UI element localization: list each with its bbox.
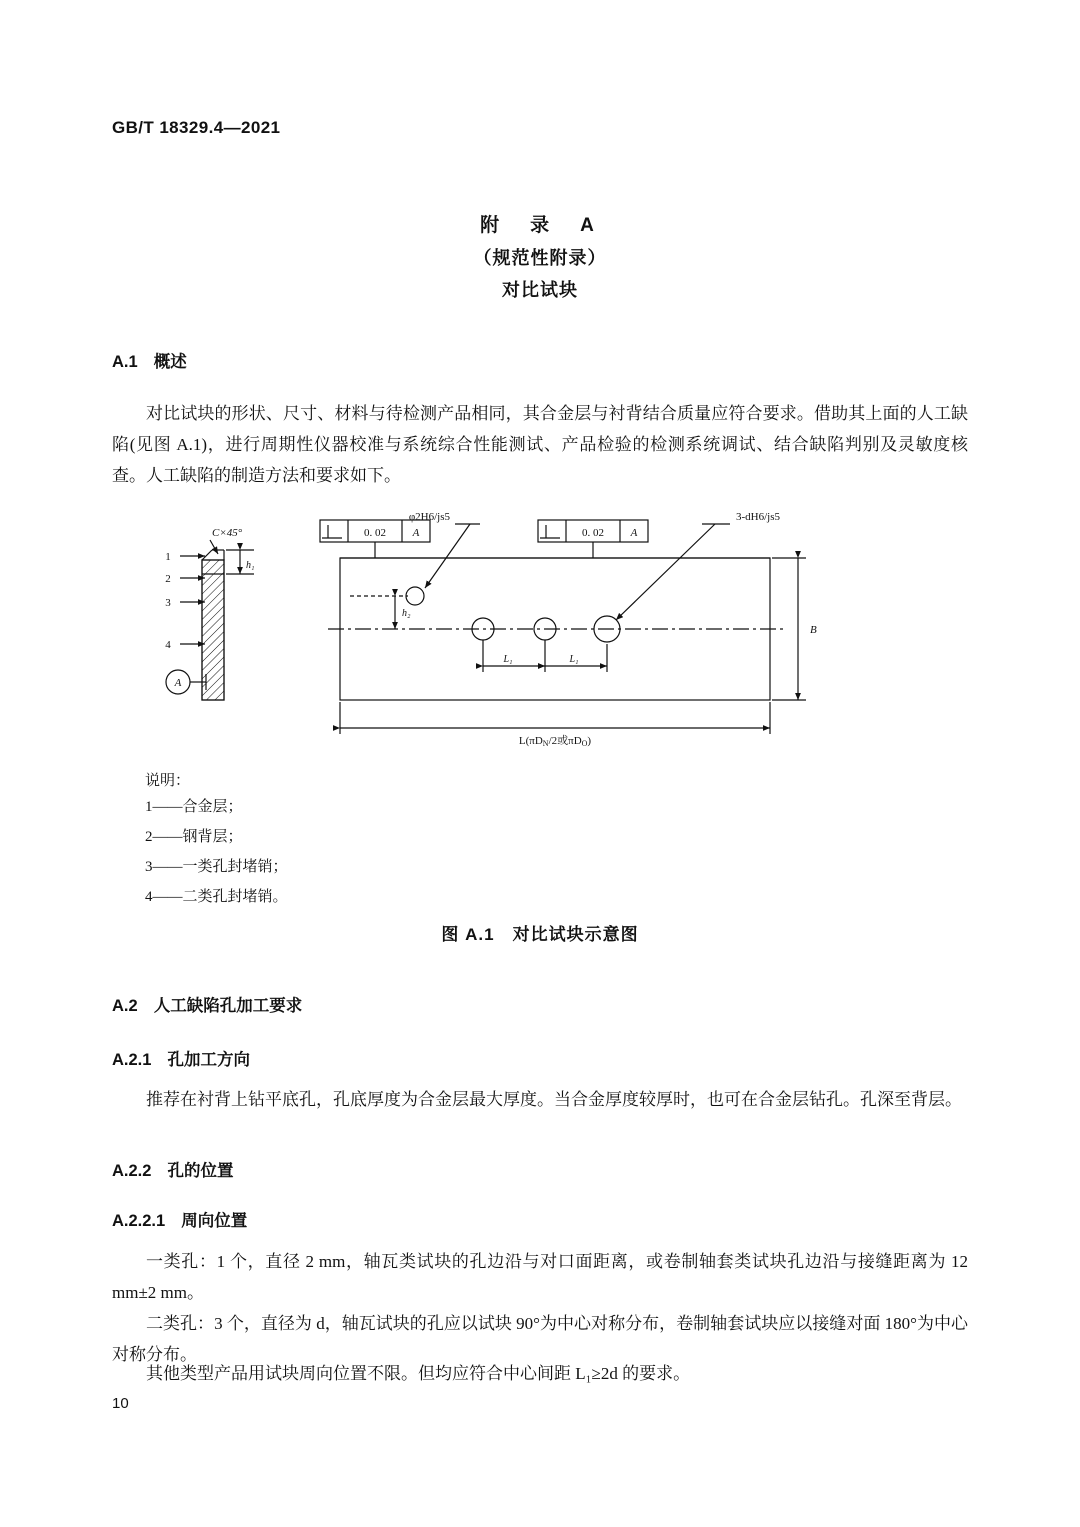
legend-item-4: 4——二类孔封堵销。: [145, 889, 288, 905]
dim-h1: h₁: [246, 560, 255, 571]
section-heading-a1: [112, 348, 187, 372]
callout-4: 4: [165, 639, 171, 651]
legend-item-2: 2——钢背层；: [145, 829, 243, 845]
callout-3: 3: [165, 597, 171, 609]
dim-h2: h₂: [402, 608, 411, 619]
section-title-a21: 孔加工方向: [167, 1051, 250, 1069]
section-title-a2: 人工缺陷孔加工要求: [153, 997, 303, 1015]
section-heading-a2: [112, 992, 302, 1016]
dim-l1-b: L₁: [569, 654, 579, 665]
section-number-a221: A.2.2.1: [112, 1212, 166, 1230]
tol-left-datum: A: [412, 527, 420, 539]
callout-2: 2: [165, 573, 171, 585]
figure-caption: 图 A.1 对比试块示意图: [441, 925, 639, 944]
tol-right-datum: A: [630, 527, 638, 539]
standard-number: GB/T 18329.4—2021: [112, 118, 281, 137]
section-number-a21: A.2.1: [112, 1051, 152, 1069]
datum-a: A: [174, 677, 182, 689]
tol-left-value: 0. 02: [364, 527, 386, 539]
hole-class1-note: φ2H6/js5: [408, 511, 450, 523]
section-body-a221-p1: 一类孔：1 个，直径 2 mm，轴瓦类试块的孔边沿与对口面距离，或卷制轴套类试块孔边沿与接缝距离为 12 mm±2 mm。: [112, 1252, 968, 1302]
section-body-a21: 推荐在衬背上钻平底孔，孔底厚度为合金层最大厚度。当合金厚度较厚时，也可在合金层钻孔。孔深至背层。: [146, 1090, 962, 1109]
section-body-a1: 对比试块的形状、尺寸、材料与待检测产品相同，其合金层与衬背结合质量应符合要求。借助其上面的人工缺陷(见图 A.1)，进行周期性仪器校准与系统综合性能测试、产品检验的检测系统调试、结合缺陷判别及灵敏度核查。人工缺陷的制造方法和要求如下。: [112, 404, 968, 485]
section-number-a1: A.1: [112, 353, 138, 371]
section-body-a221-p2: 二类孔：3 个，直径为 d，轴瓦试块的孔应以试块 90°为中心对称分布，卷制轴套试块应以接缝对面 180°为中心对称分布。: [112, 1314, 968, 1364]
section-heading-a21: [112, 1046, 250, 1070]
section-number-a22: A.2.2: [112, 1162, 152, 1180]
chamfer-note: C×45°: [212, 527, 243, 539]
annex-subtitle: （规范性附录）: [473, 248, 607, 268]
hole-class2-note: 3-dH6/js5: [736, 511, 780, 523]
section-title-a221: 周向位置: [181, 1212, 248, 1230]
page-number: 10: [112, 1395, 129, 1412]
annex-title: 附 录 A: [480, 215, 600, 236]
legend-item-3: 3——一类孔封堵销；: [145, 859, 288, 875]
dim-l1-a: L₁: [503, 654, 513, 665]
dim-length: L(πDN/2或πDO): [518, 735, 592, 748]
section-body-a221-p3: 其他类型产品用试块周向位置不限。但均应符合中心间距 L₁≥2d 的要求。: [146, 1364, 691, 1383]
section-title-a22: 孔的位置: [167, 1162, 234, 1180]
tol-right-value: 0. 02: [582, 527, 604, 539]
dim-b: B: [810, 624, 817, 636]
section-heading-a221: [112, 1207, 247, 1231]
figure-a1-drawing: [150, 510, 930, 760]
annex-name: 对比试块: [502, 280, 578, 300]
legend-title: 说明：: [145, 773, 191, 789]
section-title-a1: 概述: [153, 353, 187, 371]
section-heading-a22: [112, 1157, 233, 1181]
legend-item-1: 1——合金层；: [145, 799, 243, 815]
section-number-a2: A.2: [112, 997, 138, 1015]
callout-1: 1: [165, 551, 171, 563]
